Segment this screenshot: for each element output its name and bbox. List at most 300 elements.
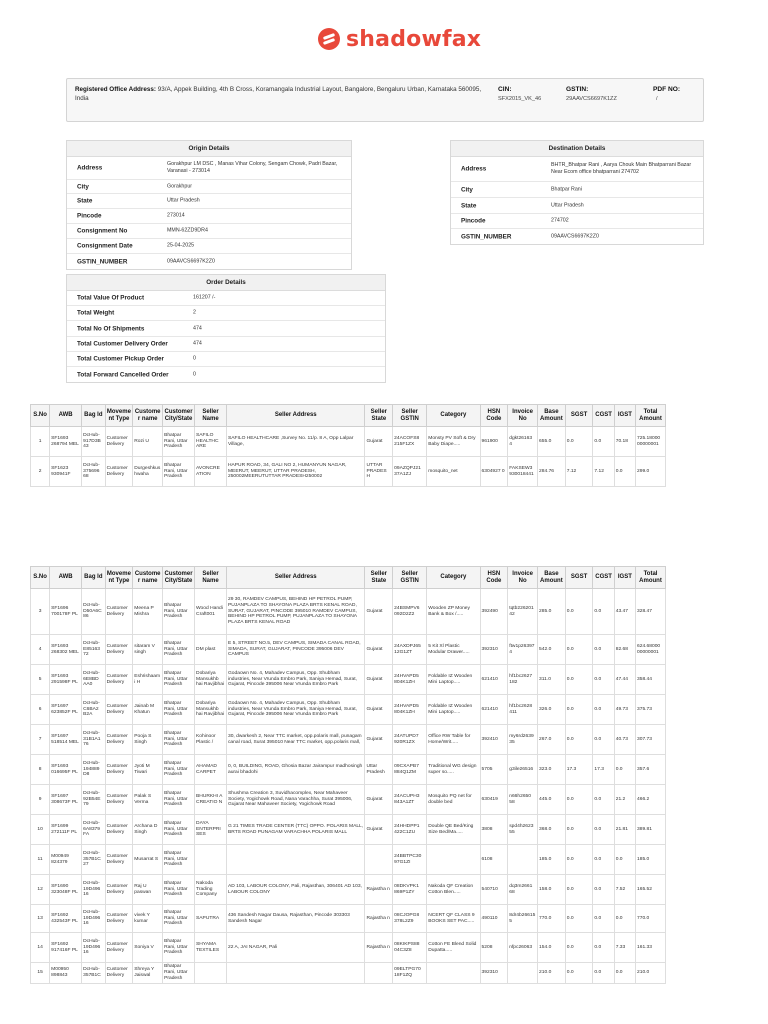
destination-label: State <box>461 202 477 209</box>
cell-cgst: 0.0 <box>593 427 614 457</box>
cell-hsn-code: 540710 <box>480 875 508 905</box>
shipment-table-2-body <box>31 589 666 984</box>
destination-value: 274702 <box>551 217 569 224</box>
origin-label: State <box>77 197 93 205</box>
origin-value: 09AAVCS6697K2Z0 <box>167 258 215 265</box>
cell-bag-id: DcHub-E85163 72 <box>82 635 105 665</box>
registered-office-bar <box>66 78 704 122</box>
cell-seller-name: SHYAMA TEXTILES <box>195 933 227 963</box>
cell-hsn-code: 961900 <box>480 427 508 457</box>
cell-sgst: 0.0 <box>565 725 593 755</box>
cell-sgst: 0.0 <box>565 905 593 933</box>
cell-igst: 7.52 <box>614 875 635 905</box>
table-row <box>31 815 666 845</box>
cell-seller-gstin: 08DKVPK1 869P1ZY <box>393 875 427 905</box>
cell-seller-name: Nakoda Trading Company <box>195 875 227 905</box>
cell-sno: 8 <box>31 755 50 785</box>
cell-sno: 1 <box>31 427 50 457</box>
cell-category: Nakoda QF Creation Cotton Blen..... <box>427 875 480 905</box>
order-row-customer-delivery <box>67 337 385 352</box>
cell-seller-name: BHURKHI A CREATIO N <box>195 785 227 815</box>
cell-hsn-code: 630419 <box>480 785 508 815</box>
cell-customer-name: sitaram V singh <box>133 635 163 665</box>
table-header-row <box>31 405 666 427</box>
cell-category: Cotton FE Blend Solid Dupatta..... <box>427 933 480 963</box>
th-base-amount: Base Amount <box>538 567 566 589</box>
cell-cgst: 0.0 <box>593 785 614 815</box>
cell-igst: 47.44 <box>614 665 635 695</box>
th-bag-id: Bag Id <box>82 567 105 589</box>
th-cgst: CGST <box>593 567 614 589</box>
cell-seller-gstin: 24BSMPV6 092D2Z2 <box>393 589 427 635</box>
cell-cgst: 0.0 <box>593 933 614 963</box>
cell-bag-id: DcHub-357B1C <box>82 963 105 984</box>
order-value: 0 <box>193 355 196 362</box>
order-details-card <box>66 274 386 383</box>
th-seller-address: Seller Address <box>226 405 365 427</box>
order-row-customer-pickup <box>67 352 385 367</box>
cell-customer-city-state: Bhatpar Rani, Uttar Pradesh <box>163 963 195 984</box>
cell-invoice-no <box>508 963 538 984</box>
table-row <box>31 785 666 815</box>
cell-base-amount: 154.0 <box>538 933 566 963</box>
cell-seller-address <box>226 963 365 984</box>
cell-cgst: 17.3 <box>593 755 614 785</box>
cell-movement-type: Customer Delivery <box>105 875 133 905</box>
shipment-table-2 <box>30 566 666 984</box>
gstin-value: 29AAVCS6697K1ZZ <box>566 96 617 102</box>
cell-movement-type: Customer Delivery <box>105 933 133 963</box>
cell-sno: 14 <box>31 933 50 963</box>
cell-hsn-code: 621410 <box>480 695 508 725</box>
th-awb: AWB <box>50 567 82 589</box>
cell-hsn-code: 6108 <box>480 845 508 875</box>
cell-invoice-no: nfpc26063 <box>508 933 538 963</box>
cell-igst: 21.81 <box>614 815 635 845</box>
cell-seller-state: Rajastha n <box>365 905 393 933</box>
origin-value: MMN-62ZD9DR4 <box>167 227 208 234</box>
cell-category: Traditional WG design super so..... <box>427 755 480 785</box>
order-row-total-weight <box>67 306 385 321</box>
cell-sno: 11 <box>31 845 50 875</box>
cell-seller-gstin: 08CJOPG8 378L2Z9 <box>393 905 427 933</box>
cell-igst: 0.0 <box>614 905 635 933</box>
th-category: Category <box>427 567 480 589</box>
cell-total-amount: 357.6 <box>636 755 666 785</box>
cell-customer-city-state: Bhatpar Rani, Uttar Pradesh <box>163 427 195 457</box>
cell-sgst: 0.0 <box>565 695 593 725</box>
cell-seller-state: Gujarat <box>365 635 393 665</box>
cell-awb: SF1693 268794 MEL <box>50 427 82 457</box>
destination-value: BHTR_Bhatpar Rani , Aarya Chouk Main Bhatparrani Bazar Near Ecom office bhatparrani 274702 <box>551 162 692 175</box>
cell-seller-address: 0, 0, BUILDING, ROAD, Ghosia Bazar Jairampur madhosingh aurai bhadohi <box>226 755 365 785</box>
cell-hsn-code: 6304927 0 <box>480 457 508 487</box>
cell-invoice-no: g3ile26516 <box>508 755 538 785</box>
cell-customer-name: Rozi U <box>133 427 163 457</box>
th-igst: IGST <box>614 405 635 427</box>
cell-total-amount: 624.68000 00000001 <box>636 635 666 665</box>
table-row <box>31 635 666 665</box>
cell-awb: SF1623 930941F <box>50 457 82 487</box>
table-row <box>31 905 666 933</box>
cell-igst: 0.0 <box>614 963 635 984</box>
order-value: 474 <box>193 340 202 347</box>
th-customer-name: Customer name <box>133 405 163 427</box>
cell-movement-type: Customer Delivery <box>105 457 133 487</box>
cell-sno: 12 <box>31 875 50 905</box>
cell-base-amount: 185.0 <box>538 845 566 875</box>
cell-base-amount: 326.0 <box>538 695 566 725</box>
cell-awb: SF1697 518514 MEL <box>50 725 82 755</box>
cell-seller-address: 29 30, RAMDEV CAMPUS, BEHIND HP PETROL PUMP, PUJANPLAZA TO SHAYONA PLAZA BRTS KENAL ROAD, SURAT, GUJARAT, PINCODE 395010 RAMDEV CAMPUS, BEHIND HP PETROL PUMP, PUJANPLAZA TO SHAYONA PLAZA BRTS KENAL ROAD <box>226 589 365 635</box>
cell-seller-name: DAYA ENTERPRI SES <box>195 815 227 845</box>
cell-seller-state: Gujarat <box>365 589 393 635</box>
cell-customer-city-state: Bhatpar Rani, Uttar Pradesh <box>163 785 195 815</box>
origin-label: City <box>77 183 89 190</box>
cell-seller-gstin: 09ELTPG70 18F1ZQ <box>393 963 427 984</box>
cell-total-amount: 307.73 <box>636 725 666 755</box>
table-row <box>31 963 666 984</box>
cell-seller-gstin: 09CXAPB7 884Q1ZM <box>393 755 427 785</box>
cell-hsn-code: 392310 <box>480 635 508 665</box>
cell-customer-name: Soniya V <box>133 933 163 963</box>
cell-seller-address: Godaown No. 4, Mahadev Campus, Opp. Shubham industries, Near Vrunda Embro Park, Saniya Hemad, Surat, Gujarat, Pincode 395006 Near Vrunda Embro Park <box>226 695 365 725</box>
cell-seller-name: SAFILO HEALTHC ARE <box>195 427 227 457</box>
cell-total-amount: 328.47 <box>636 589 666 635</box>
cell-invoice-no: n66h2650 58 <box>508 785 538 815</box>
th-invoice-no: Invoice No <box>508 405 538 427</box>
cell-customer-city-state: Bhatpar Rani, Uttar Pradesh <box>163 875 195 905</box>
cell-hsn-code: 392490 <box>480 589 508 635</box>
cell-customer-name: Palak S Verma <box>133 785 163 815</box>
th-movement-type: Movement Type <box>105 567 133 589</box>
cin-value: SFX2015_VK_46 <box>498 96 542 102</box>
shipment-table-1 <box>30 404 666 487</box>
destination-value: Bhatpar Rani <box>551 186 582 193</box>
cell-awb: SF1696 700178F PL <box>50 589 82 635</box>
cell-sgst: 0.0 <box>565 785 593 815</box>
cell-customer-name: Eshrishaami H <box>133 665 163 695</box>
cell-seller-address: G 21 TIMES TRADE CENTER (TTC) OPPO. POLARIS MALL, BRTS ROAD PUNAGAM VARACHHA POLARIS MALL <box>226 815 365 845</box>
cell-bag-id: DcHub-19D496 16 <box>82 905 105 933</box>
cell-sgst: 0.0 <box>565 427 593 457</box>
cell-invoice-no: dq3m2661 68 <box>508 875 538 905</box>
cell-seller-gstin: 24ATUPD7 920R1ZX <box>393 725 427 755</box>
th-seller-address: Seller Address <box>226 567 365 589</box>
cell-category: Foldable IZ Wooden Mini Laptop..... <box>427 665 480 695</box>
cell-seller-state: Gujarat <box>365 695 393 725</box>
order-value: 2 <box>193 309 196 316</box>
cell-igst: 0.0 <box>614 755 635 785</box>
cell-customer-city-state: Bhatpar Rani, Uttar Pradesh <box>163 665 195 695</box>
table-row <box>31 933 666 963</box>
cell-customer-name: Archana D Singh <box>133 815 163 845</box>
cell-customer-name: Durgeshkus hwaha <box>133 457 163 487</box>
cell-sgst: 17.3 <box>565 755 593 785</box>
cell-sno: 5 <box>31 665 50 695</box>
cell-cgst: 0.0 <box>593 665 614 695</box>
cell-total-amount: 389.81 <box>636 815 666 845</box>
cell-customer-name: Shreya Y Jaiswal <box>133 963 163 984</box>
cell-seller-gstin: 08KIKPS88 04C3Z8 <box>393 933 427 963</box>
order-details-title: Order Details <box>67 275 385 291</box>
cell-awb: SF1699 272111F PL <box>50 815 82 845</box>
cell-total-amount: 299.0 <box>636 457 666 487</box>
cell-igst: 43.47 <box>614 589 635 635</box>
cell-movement-type: Customer Delivery <box>105 755 133 785</box>
cell-seller-state: Gujarat <box>365 725 393 755</box>
cell-igst: 7.33 <box>614 933 635 963</box>
origin-row-gstin <box>67 254 351 269</box>
cell-seller-state: Rajastha n <box>365 933 393 963</box>
cell-seller-state: UTTAR PRADES H <box>365 457 393 487</box>
cell-movement-type: Customer Delivery <box>105 845 133 875</box>
cell-invoice-no: ftw1p26397 4 <box>508 635 538 665</box>
order-row-forward-cancelled <box>67 367 385 382</box>
cell-total-amount: 375.73 <box>636 695 666 725</box>
registered-office-address <box>75 86 485 103</box>
cell-base-amount: 311.0 <box>538 665 566 695</box>
cell-total-amount: 161.33 <box>636 933 666 963</box>
cell-bag-id: DcHub-357B1C 27 <box>82 845 105 875</box>
cell-customer-city-state: Bhatpar Rani, Uttar Pradesh <box>163 905 195 933</box>
cell-movement-type: Customer Delivery <box>105 635 133 665</box>
cell-bag-id: DcHub-194889 D8 <box>82 755 105 785</box>
cell-customer-city-state: Bhatpar Rani, Uttar Pradesh <box>163 755 195 785</box>
origin-label: GSTIN_NUMBER <box>77 258 128 265</box>
cell-awb: SF1697 623852F PL <box>50 695 82 725</box>
cell-seller-address: E 5, STREET NO.5, DEV CAMPUS, SIMADA CANAL ROAD, SIMADA, SURAT, GUJARAT, PINCODE 395006 DEV CAMPUS <box>226 635 365 665</box>
cell-customer-city-state: Bhatpar Rani, Uttar Pradesh <box>163 635 195 665</box>
origin-label: Consignment No <box>77 227 128 235</box>
origin-value: Gorakhpur <box>167 183 193 190</box>
origin-label: Pincode <box>77 212 102 220</box>
cell-cgst: 0.0 <box>593 963 614 984</box>
cell-sgst: 0.0 <box>565 815 593 845</box>
cell-customer-name: Raj U paswan <box>133 875 163 905</box>
cell-base-amount: 368.0 <box>538 815 566 845</box>
origin-details-title: Origin Details <box>67 141 351 157</box>
th-sno: S.No <box>31 567 50 589</box>
cell-seller-address <box>226 845 365 875</box>
registered-office-label: Registered Office Address: <box>75 86 156 93</box>
cell-base-amount: 285.0 <box>538 589 566 635</box>
order-value: 0 <box>193 371 196 378</box>
cell-awb: SF1693 268302 MEL <box>50 635 82 665</box>
origin-label: Consignment Date <box>77 242 133 250</box>
cell-seller-gstin: 24HVAPD5 804K1ZH <box>393 665 427 695</box>
destination-row-state <box>451 198 703 214</box>
cell-seller-state <box>365 845 393 875</box>
cell-seller-gstin: 24AXDPJ65 12G1ZT <box>393 635 427 665</box>
cell-seller-gstin: 24BBTPC30 97G1ZI <box>393 845 427 875</box>
cin-label: CIN: <box>498 86 512 93</box>
th-hsn-code: HSN Code <box>480 567 508 589</box>
cell-hsn-code: 3808 <box>480 815 508 845</box>
destination-label: GSTIN_NUMBER <box>461 233 512 240</box>
origin-row-city <box>67 180 351 194</box>
origin-label: Address <box>77 164 103 172</box>
order-value: 474 <box>193 325 202 332</box>
cell-sgst: 0.0 <box>565 875 593 905</box>
cell-total-amount: 725.18000 00000001 <box>636 427 666 457</box>
cell-cgst: 0.0 <box>593 725 614 755</box>
origin-value: Gorakhpur LM DSC , Manas Vihar Colony, Sengam Chowk, Padri Bazar, Varanasi - 273014 <box>167 161 338 174</box>
cell-total-amount: 770.0 <box>636 905 666 933</box>
th-awb: AWB <box>50 405 82 427</box>
cell-customer-city-state: Bhatpar Rani, Uttar Pradesh <box>163 589 195 635</box>
cell-invoice-no <box>508 845 538 875</box>
cell-base-amount: 267.0 <box>538 725 566 755</box>
order-label: Total No Of Shipments <box>77 325 145 332</box>
cell-bag-id: DcHub-6A8379 FA <box>82 815 105 845</box>
cell-invoice-no: FAKSEW3 930018441 <box>508 457 538 487</box>
th-category: Category <box>427 405 480 427</box>
origin-value: Uttar Pradesh <box>167 197 200 204</box>
th-seller-name: Seller Name <box>195 567 227 589</box>
cell-invoice-no: my6rd2639 35 <box>508 725 538 755</box>
table-row <box>31 755 666 785</box>
cell-customer-name: Pooja S Singh <box>133 725 163 755</box>
cell-seller-name: SAPUTRA <box>195 905 227 933</box>
cell-base-amount: 770.0 <box>538 905 566 933</box>
cell-seller-state: Uttar Pradesh <box>365 755 393 785</box>
cell-invoice-no: hf1bc2628 411 <box>508 695 538 725</box>
cell-awb: SF1690 323048F PL <box>50 875 82 905</box>
th-hsn-code: HSN Code <box>480 405 508 427</box>
destination-row-city <box>451 182 703 198</box>
cell-base-amount: 210.0 <box>538 963 566 984</box>
cell-seller-address: Godaown No. 4, Mahadev Campus, Opp. Shubham industries, Near Vrunda Embro Park, Saniya Hemad, Surat, Gujarat, Pincode 395006 Near Vrunda Embro Park <box>226 665 365 695</box>
cell-sno: 15 <box>31 963 50 984</box>
th-base-amount: Base Amount <box>538 405 566 427</box>
cell-base-amount: 445.0 <box>538 785 566 815</box>
cell-bag-id: DcHub-92B54E 79 <box>82 785 105 815</box>
cell-awb: SF1692 917416F PL <box>50 933 82 963</box>
order-label: Total Weight <box>77 309 115 317</box>
cell-sgst: 0.0 <box>565 845 593 875</box>
th-cgst: CGST <box>593 405 614 427</box>
th-seller-name: Seller Name <box>195 405 227 427</box>
cell-awb: M00950 898843 <box>50 963 82 984</box>
cell-category <box>427 963 480 984</box>
destination-details-card <box>450 140 704 245</box>
cell-total-amount: 358.44 <box>636 665 666 695</box>
th-movement-type: Movement Type <box>105 405 133 427</box>
table-row <box>31 665 666 695</box>
cell-seller-name: Wood Handi Craft001 <box>195 589 227 635</box>
cell-seller-state: Gujarat <box>365 665 393 695</box>
cell-cgst: 0.0 <box>593 695 614 725</box>
cell-sno: 9 <box>31 785 50 815</box>
cell-base-amount: 323.0 <box>538 755 566 785</box>
cell-sno: 6 <box>31 695 50 725</box>
th-customer-name: Customer name <box>133 567 163 589</box>
cell-cgst: 0.0 <box>593 815 614 845</box>
cell-customer-city-state: Bhatpar Rani, Uttar Pradesh <box>163 695 195 725</box>
origin-row-consignment-date <box>67 239 351 254</box>
cell-awb: SF1692 432543F PL <box>50 905 82 933</box>
brand-logo <box>318 24 481 54</box>
brand-name: shadowfax <box>346 26 482 52</box>
table-header-row <box>31 567 666 589</box>
cell-seller-state: Gujarat <box>365 427 393 457</box>
cell-customer-name: Meena P Mishra <box>133 589 163 635</box>
cell-hsn-code: 490110 <box>480 905 508 933</box>
cell-seller-state: Rajastha n <box>365 875 393 905</box>
cell-customer-name: Jyoti M Tiwari <box>133 755 163 785</box>
cell-igst: 21.2 <box>614 785 635 815</box>
origin-value: 273014 <box>167 212 185 219</box>
cell-category <box>427 845 480 875</box>
cell-category: Foldable IZ Wooden Mini Laptop..... <box>427 695 480 725</box>
order-label: Total Customer Delivery Order <box>77 340 168 348</box>
pdf-no-label: PDF NO: <box>653 86 681 93</box>
cell-category: Office RW Table for Home/Writ..... <box>427 725 480 755</box>
cell-category: 5 Kit Xl Plastic Modular Drawer..... <box>427 635 480 665</box>
destination-label: Pincode <box>461 217 486 225</box>
cell-seller-state: Gujarat <box>365 785 393 815</box>
cell-base-amount: 655.0 <box>538 427 566 457</box>
cell-seller-address: 22 A, JAI NAGAR, Pali <box>226 933 365 963</box>
cell-invoice-no: spd4h2623 55 <box>508 815 538 845</box>
order-label: Total Value Of Product <box>77 294 145 302</box>
cell-igst: 49.73 <box>614 695 635 725</box>
th-seller-gstin: Seller GSTIN <box>393 405 427 427</box>
cell-seller-address: 436 Sandesh Nagar Dausa, Rajasthan, Pincode 303303 Sandesh Nagar <box>226 905 365 933</box>
order-value: 161207 /- <box>193 294 216 301</box>
pdf-no-value: / <box>656 96 658 102</box>
destination-details-title: Destination Details <box>451 141 703 157</box>
th-seller-gstin: Seller GSTIN <box>393 567 427 589</box>
cell-cgst: 7.12 <box>593 457 614 487</box>
cell-seller-gstin: 24HHDPP1 422C1ZU <box>393 815 427 845</box>
cell-seller-name <box>195 963 227 984</box>
origin-row-address <box>67 157 351 180</box>
cell-bag-id: DcHub-19D496 16 <box>82 875 105 905</box>
cell-sno: 4 <box>31 635 50 665</box>
cell-bag-id: DcHub-375696 68 <box>82 457 105 487</box>
cell-igst: 0.0 <box>614 457 635 487</box>
cell-hsn-code: 621410 <box>480 665 508 695</box>
destination-value: Uttar Pradesh <box>551 202 584 209</box>
cell-movement-type: Customer Delivery <box>105 815 133 845</box>
cell-category: Double QE Bed/King Size Bed/Ma..... <box>427 815 480 845</box>
cell-bag-id: DcHub-19D496 16 <box>82 933 105 963</box>
th-bag-id: Bag Id <box>82 405 105 427</box>
cell-category: Monsty PV Soft & Dry Baby Diape..... <box>427 427 480 457</box>
th-total-amount: Total Amount <box>636 405 666 427</box>
destination-row-gstin <box>451 229 703 244</box>
cell-seller-name: Kohinoor Plastic / <box>195 725 227 755</box>
cell-invoice-no: tqtb226201 42 <box>508 589 538 635</box>
destination-label: Address <box>461 165 487 173</box>
cell-hsn-code: 5705 <box>480 755 508 785</box>
cell-seller-gstin: 09AZQPJ21 37A1ZJ <box>393 457 427 487</box>
origin-row-consignment-no <box>67 224 351 239</box>
cell-seller-address: HAPUR ROAD, 34, GALI NO 2, HUMANYUN NAGAR, MEERUT, MEERUT, UTTAR PRADESH, 250002MEERUTUTTAR PRADESH250002 <box>226 457 365 487</box>
th-igst: IGST <box>614 567 635 589</box>
cell-movement-type: Customer Delivery <box>105 785 133 815</box>
cell-seller-gstin: 24ACUPH3 843A1ZT <box>393 785 427 815</box>
order-label: Total Customer Pickup Order <box>77 355 165 363</box>
cell-seller-address: AD 103, LABOUR COLONY, Pali, Rajasthan, 306401 AD 103, LABOUR COLONY <box>226 875 365 905</box>
cell-movement-type: Customer Delivery <box>105 427 133 457</box>
order-row-total-value <box>67 291 385 306</box>
cell-seller-address: Shushma Creation 3, Suvidhacomplex, Near Mahaveer Society, Yogichowk Road, Nana Varachha, Surat 395006, Gujarat Near Mahaveer Society, Yogichowk Road <box>226 785 365 815</box>
table-row <box>31 457 666 487</box>
th-invoice-no: Invoice No <box>508 567 538 589</box>
